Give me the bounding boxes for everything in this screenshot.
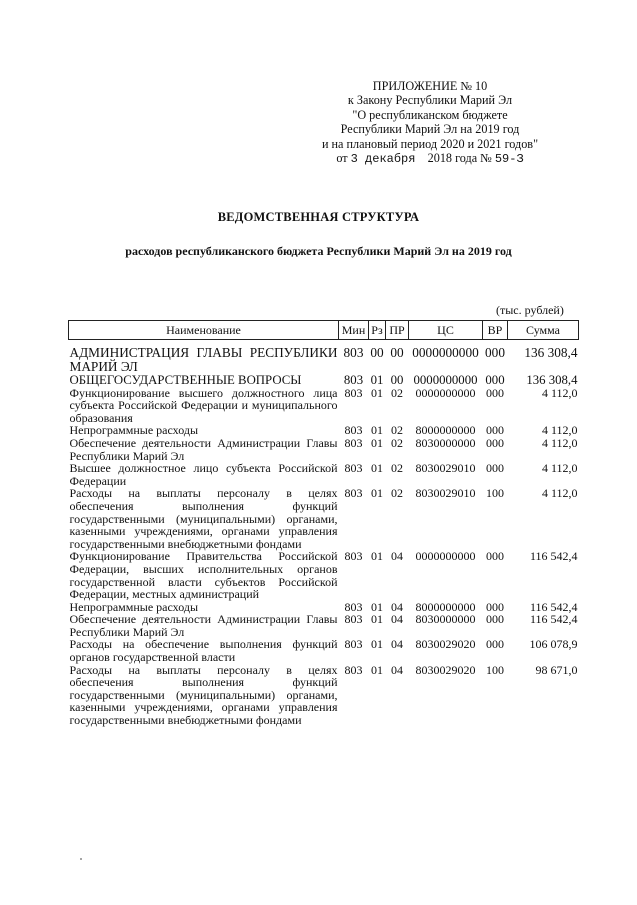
row-cs: 8030029020	[415, 662, 476, 677]
appendix-law-title-1: "О республиканском бюджете	[352, 107, 508, 122]
header-vr: ВР	[483, 321, 508, 340]
table-header-row	[69, 321, 579, 340]
row-pr: 04	[391, 662, 403, 677]
table-row	[69, 387, 579, 425]
row-sum: 98 671,0	[535, 662, 578, 677]
row-min: 803	[344, 486, 363, 501]
table-row	[69, 374, 579, 387]
row-sum: 4 112,0	[541, 486, 578, 501]
row-cs: 8030029010	[415, 486, 476, 501]
header-cs: ЦС	[409, 321, 483, 340]
units-label: (тыс. рублей)	[496, 303, 564, 317]
header-rz: Рз	[369, 321, 386, 340]
table-row	[69, 437, 579, 462]
row-cs: 8030000000	[415, 435, 476, 450]
row-sum: 136 308,4	[524, 345, 578, 360]
document-subtitle: расходов республиканского бюджета Республики Марий Эл на 2019 год	[125, 244, 512, 258]
row-name: Обеспечение деятельности Администрации Главы Республики Марий Эл	[69, 612, 338, 639]
row-vr: 000	[486, 612, 504, 627]
row-rz: 01	[371, 612, 383, 627]
row-min: 803	[344, 435, 363, 450]
row-vr: 000	[486, 549, 504, 564]
row-sum: 106 078,9	[529, 637, 578, 652]
row-min: 803	[344, 662, 363, 677]
row-min: 803	[344, 637, 363, 652]
row-name: Функционирование высшего должностного лица субъекта Российской Федерации и муниципального образования	[69, 385, 338, 425]
row-vr: 000	[486, 461, 504, 476]
date-day: 3 декабря	[350, 152, 416, 167]
row-sum: 116 542,4	[529, 549, 578, 564]
row-rz: 01	[371, 461, 383, 476]
header-pr: ПР	[386, 321, 409, 340]
row-name: Расходы на выплаты персоналу в целях обеспечения выполнения функций государственными (муниципальными) органами, казенными учреждениями, органами управления государственными внебюджетными фондами	[69, 486, 338, 551]
header-sum: Сумма	[508, 321, 579, 340]
header-name: Наименование	[69, 321, 339, 340]
table-row	[69, 487, 579, 550]
row-min: 803	[343, 345, 364, 360]
table-row	[69, 638, 579, 663]
row-sum: 136 308,4	[526, 373, 578, 387]
row-cs: 0000000000	[413, 373, 478, 387]
row-sum: 116 542,4	[529, 599, 578, 614]
row-pr: 02	[391, 385, 403, 400]
row-sum: 4 112,0	[541, 461, 578, 476]
row-cs: 8000000000	[415, 423, 476, 438]
appendix-date-line	[290, 151, 570, 166]
row-rz: 01	[371, 637, 383, 652]
row-vr: 000	[485, 345, 505, 360]
row-vr: 000	[486, 385, 504, 400]
row-rz: 01	[371, 486, 383, 501]
row-sum: 4 112,0	[541, 435, 578, 450]
row-vr: 100	[486, 662, 504, 677]
row-vr: 100	[486, 486, 504, 501]
row-min: 803	[344, 385, 363, 400]
row-rz: 01	[371, 662, 383, 677]
table-row	[69, 613, 579, 638]
row-name: Высшее должностное лицо субъекта Российской Федерации	[69, 461, 338, 488]
appendix-law-ref: к Закону Республики Марий Эл	[347, 93, 513, 108]
row-min: 803	[344, 423, 363, 438]
row-pr: 02	[391, 423, 403, 438]
row-min: 803	[343, 373, 364, 387]
law-number: 59-З	[494, 152, 524, 167]
row-pr: 02	[391, 435, 403, 450]
row-cs: 0000000000	[415, 549, 476, 564]
row-cs: 8030029020	[415, 637, 476, 652]
row-pr: 00	[390, 373, 404, 387]
row-min: 803	[344, 599, 363, 614]
row-cs: 0000000000	[412, 345, 479, 360]
row-rz: 01	[371, 599, 383, 614]
row-name: Расходы на обеспечение выполнения функций органов государственной власти	[69, 637, 338, 665]
table-row	[69, 340, 579, 375]
row-vr: 000	[486, 599, 504, 614]
row-name: АДМИНИСТРАЦИЯ ГЛАВЫ РЕСПУБЛИКИ МАРИЙ ЭЛ	[69, 345, 338, 374]
appendix-number: ПРИЛОЖЕНИЕ № 10	[372, 79, 488, 93]
row-min: 803	[344, 549, 363, 564]
budget-structure-table	[68, 320, 579, 727]
row-vr: 000	[486, 435, 504, 450]
appendix-header	[290, 79, 570, 166]
row-pr: 02	[391, 486, 403, 501]
table-row	[69, 462, 579, 487]
row-min: 803	[344, 612, 363, 627]
row-name: Непрограммные расходы	[69, 599, 199, 614]
row-rz: 01	[371, 385, 383, 400]
row-sum: 4 112,0	[541, 385, 578, 400]
row-rz: 01	[371, 435, 383, 450]
row-rz: 01	[371, 549, 383, 564]
date-year: 2018 года №	[427, 151, 492, 166]
row-rz: 00	[370, 345, 384, 360]
row-pr: 04	[391, 612, 403, 627]
row-pr: 04	[391, 549, 403, 564]
table-row	[69, 664, 579, 727]
row-min: 803	[344, 461, 363, 476]
row-vr: 000	[486, 423, 504, 438]
row-pr: 00	[390, 345, 404, 360]
row-cs: 8000000000	[415, 599, 476, 614]
row-sum: 116 542,4	[529, 612, 578, 627]
row-vr: 000	[485, 373, 505, 387]
row-name: Функционирование Правительства Российской Федерации, высших исполнительных органов государственной власти субъектов Российской Федерации, местных администраций	[69, 549, 338, 602]
table-row	[69, 550, 579, 600]
header-min: Мин	[339, 321, 369, 340]
row-rz: 01	[370, 373, 384, 387]
scan-speck	[80, 858, 82, 860]
row-sum: 4 112,0	[541, 423, 578, 438]
row-name: Непрограммные расходы	[69, 423, 199, 438]
row-name: ОБЩЕГОСУДАРСТВЕННЫЕ ВОПРОСЫ	[69, 373, 302, 387]
row-pr: 04	[391, 599, 403, 614]
row-pr: 04	[391, 637, 403, 652]
date-prefix: от	[336, 151, 348, 166]
row-cs: 8030000000	[415, 612, 476, 627]
row-name: Обеспечение деятельности Администрации Главы Республики Марий Эл	[69, 435, 338, 463]
appendix-law-title-3: и на плановый период 2020 и 2021 годов"	[321, 136, 539, 151]
document-title: ВЕДОМСТВЕННАЯ СТРУКТУРА	[217, 210, 420, 224]
row-name: Расходы на выплаты персоналу в целях обеспечения выполнения функций государственными (муниципальными) органами, казенными учреждениями, органами управления государственными внебюджетными фондами	[69, 662, 338, 728]
row-cs: 0000000000	[415, 385, 476, 400]
row-vr: 000	[486, 637, 504, 652]
row-pr: 02	[391, 461, 403, 476]
row-cs: 8030029010	[415, 461, 476, 476]
row-rz: 01	[371, 423, 383, 438]
appendix-law-title-2: Республики Марий Эл на 2019 год	[340, 122, 520, 137]
